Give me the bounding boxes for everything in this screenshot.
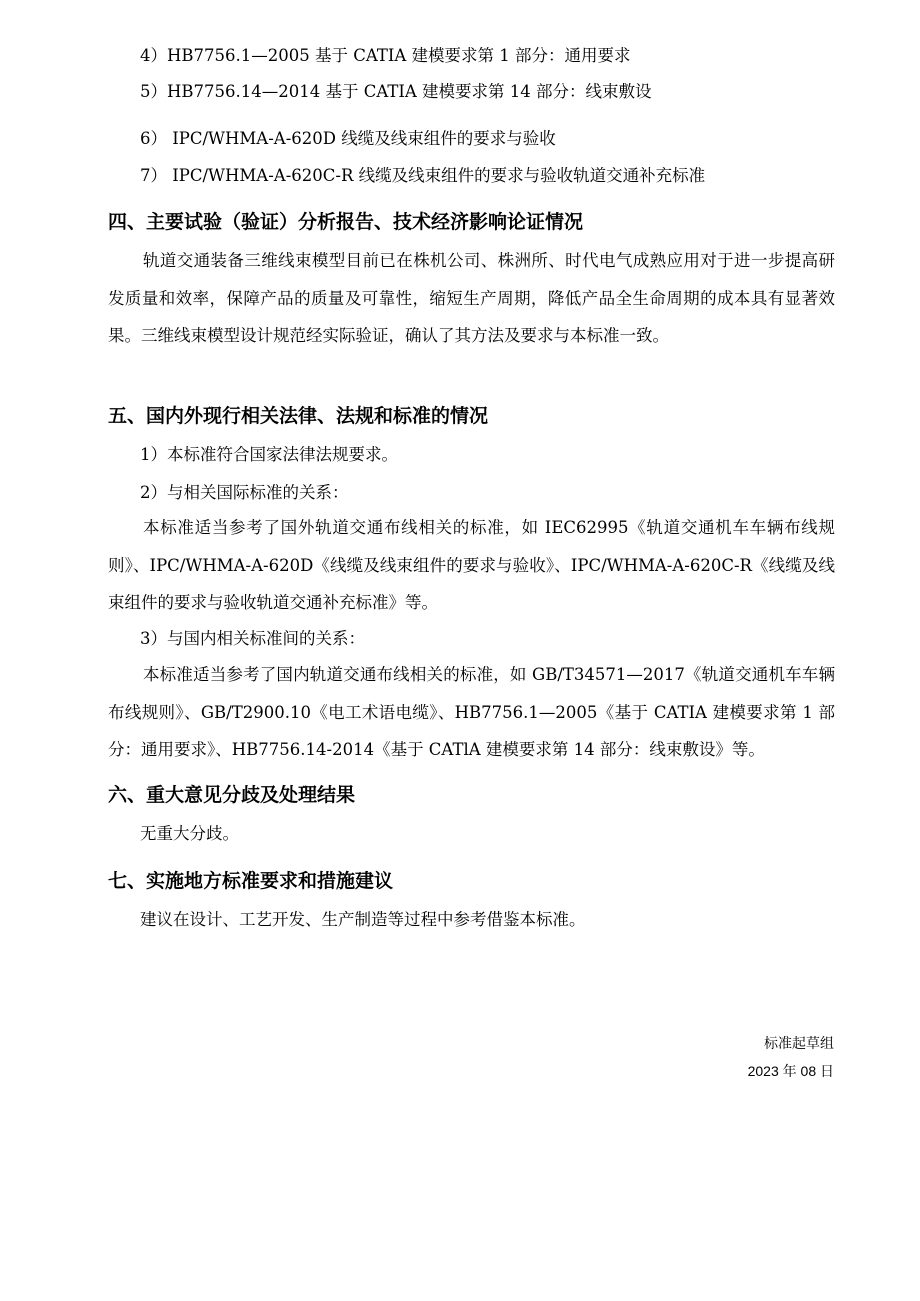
section-5-item-3: 3）与国内相关标准间的关系： (140, 629, 365, 648)
section-5-paragraph-2: 本标准适当参考了国内轨道交通布线相关的标准，如 GB/T34571—2017《轨道交通机车车辆布线规则》、GB/T2900.10《电工术语电缆》、HB7756.1—2005《基于 CATIA 建模要求第 1 部分：通用要求》、HB7756.14-2014《基于 CATlA 建模要求第 14 部分：线束敷设》等。 (108, 665, 835, 759)
drafting-group-signature: 标准起草组 (764, 1035, 834, 1051)
document-date: 2023 年 08 日 (747, 1063, 834, 1079)
section-5-item-2: 2）与相关国际标准的关系： (140, 483, 349, 502)
section-6-heading: 六、重大意见分歧及处理结果 (108, 784, 356, 806)
reference-item-4: 4）HB7756.1—2005 基于 CATIA 建模要求第 1 部分：通用要求 (140, 46, 631, 65)
reference-item-5: 5）HB7756.14—2014 基于 CATIA 建模要求第 14 部分：线束敷设 (140, 82, 652, 101)
section-7-heading: 七、实施地方标准要求和措施建议 (108, 870, 394, 892)
section-4-paragraph: 轨道交通装备三维线束模型目前已在株机公司、株洲所、时代电气成熟应用对于进一步提高研发质量和效率，保障产品的质量及可靠性，缩短生产周期，降低产品全生命周期的成本具有显著效果。三维线束模型设计规范经实际验证，确认了其方法及要求与本标准一致。 (108, 251, 835, 345)
section-6-text: 无重大分歧。 (140, 824, 239, 843)
section-5-heading: 五、国内外现行相关法律、法规和标准的情况 (108, 405, 489, 427)
section-5-item-1: 1）本标准符合国家法律法规要求。 (140, 445, 398, 464)
section-4-heading: 四、主要试验（验证）分析报告、技术经济影响论证情况 (108, 211, 584, 233)
section-5-paragraph-1: 本标准适当参考了国外轨道交通布线相关的标准，如 IEC62995《轨道交通机车车辆布线规则》、IPC/WHMA-A-620D《线缆及线束组件的要求与验收》、IPC/WHMA-A-620C-R《线缆及线束组件的要求与验收轨道交通补充标准》等。 (108, 518, 835, 612)
section-7-text: 建议在设计、工艺开发、生产制造等过程中参考借鉴本标准。 (140, 910, 586, 929)
reference-item-6: 6） IPC/WHMA-A-620D 线缆及线束组件的要求与验收 (140, 129, 556, 148)
reference-item-7: 7） IPC/WHMA-A-620C-R 线缆及线束组件的要求与验收轨道交通补充标准 (140, 166, 706, 185)
